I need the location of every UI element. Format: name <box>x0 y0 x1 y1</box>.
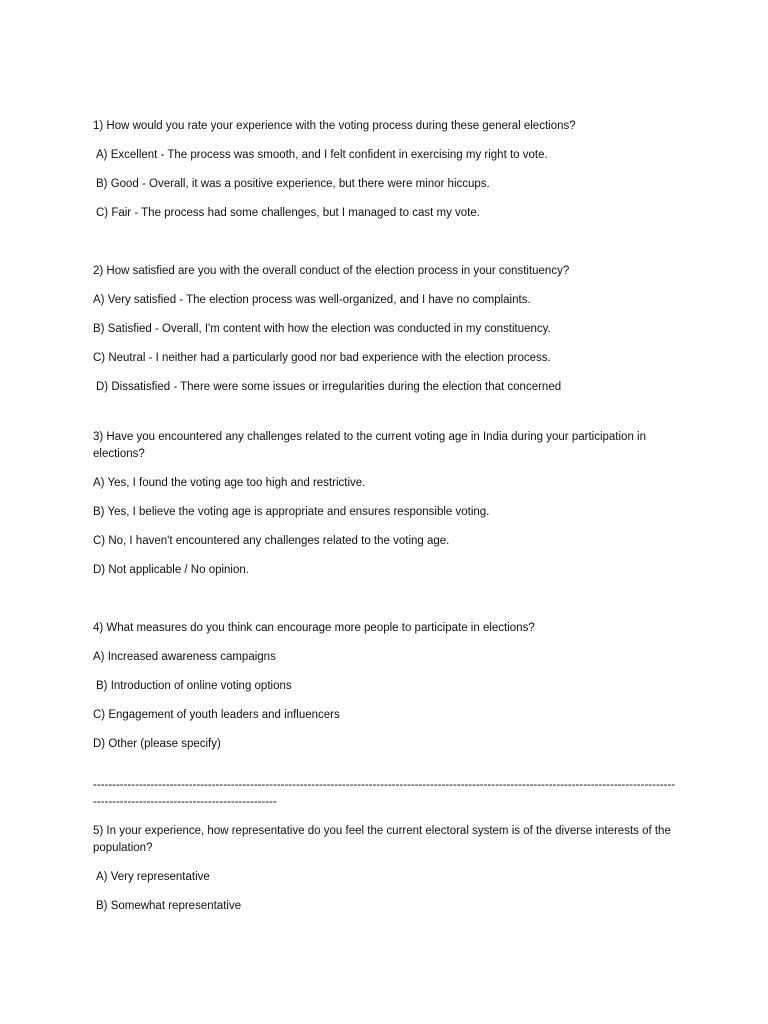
q1-option-a: A) Excellent - The process was smooth, and I felt confident in exercising my right to vote. <box>96 149 548 161</box>
q1-option-c: C) Fair - The process had some challenges, but I managed to cast my vote. <box>96 207 480 219</box>
q5-option-b: B) Somewhat representative <box>96 900 242 912</box>
question-2: 2) How satisfied are you with the overall conduct of the election process in your constituency? <box>93 265 570 277</box>
question-3: 3) Have you encountered any challenges related to the current voting age in India during your participation in elections? <box>93 431 646 460</box>
q1-option-b: B) Good - Overall, it was a positive experience, but there were minor hiccups. <box>96 178 490 190</box>
q2-option-b: B) Satisfied - Overall, I'm content with how the election was conducted in my constituency. <box>93 323 551 335</box>
q2-option-c: C) Neutral - I neither had a particularly good nor bad experience with the election process. <box>93 352 551 364</box>
question-1: 1) How would you rate your experience with the voting process during these general elections? <box>93 120 576 132</box>
q5-option-a: A) Very representative <box>96 871 210 883</box>
q4-option-c: C) Engagement of youth leaders and influencers <box>93 709 340 721</box>
q2-option-a: A) Very satisfied - The election process was well-organized, and I have no complaints. <box>93 294 531 306</box>
question-4: 4) What measures do you think can encourage more people to participate in elections? <box>93 622 535 634</box>
q4-option-d: D) Other (please specify) <box>93 738 221 750</box>
q3-option-c: C) No, I haven't encountered any challenges related to the voting age. <box>93 535 450 547</box>
q4-option-a: A) Increased awareness campaigns <box>93 651 276 663</box>
survey-content <box>93 118 678 915</box>
q2-option-d: D) Dissatisfied - There were some issues or irregularities during the election that concerned <box>96 381 562 393</box>
q3-option-d: D) Not applicable / No opinion. <box>93 564 249 576</box>
q3-option-a: A) Yes, I found the voting age too high and restrictive. <box>93 477 366 489</box>
q3-option-b: B) Yes, I believe the voting age is appropriate and ensures responsible voting. <box>93 506 490 518</box>
dashed-divider: -------------------------------------------------------------------------------------------------------------------------------------------------------------------------------------------------------- <box>93 779 676 808</box>
question-5: 5) In your experience, how representative do you feel the current electoral system is of the diverse interests of the population? <box>93 825 671 854</box>
q4-option-b: B) Introduction of online voting options <box>96 680 292 692</box>
